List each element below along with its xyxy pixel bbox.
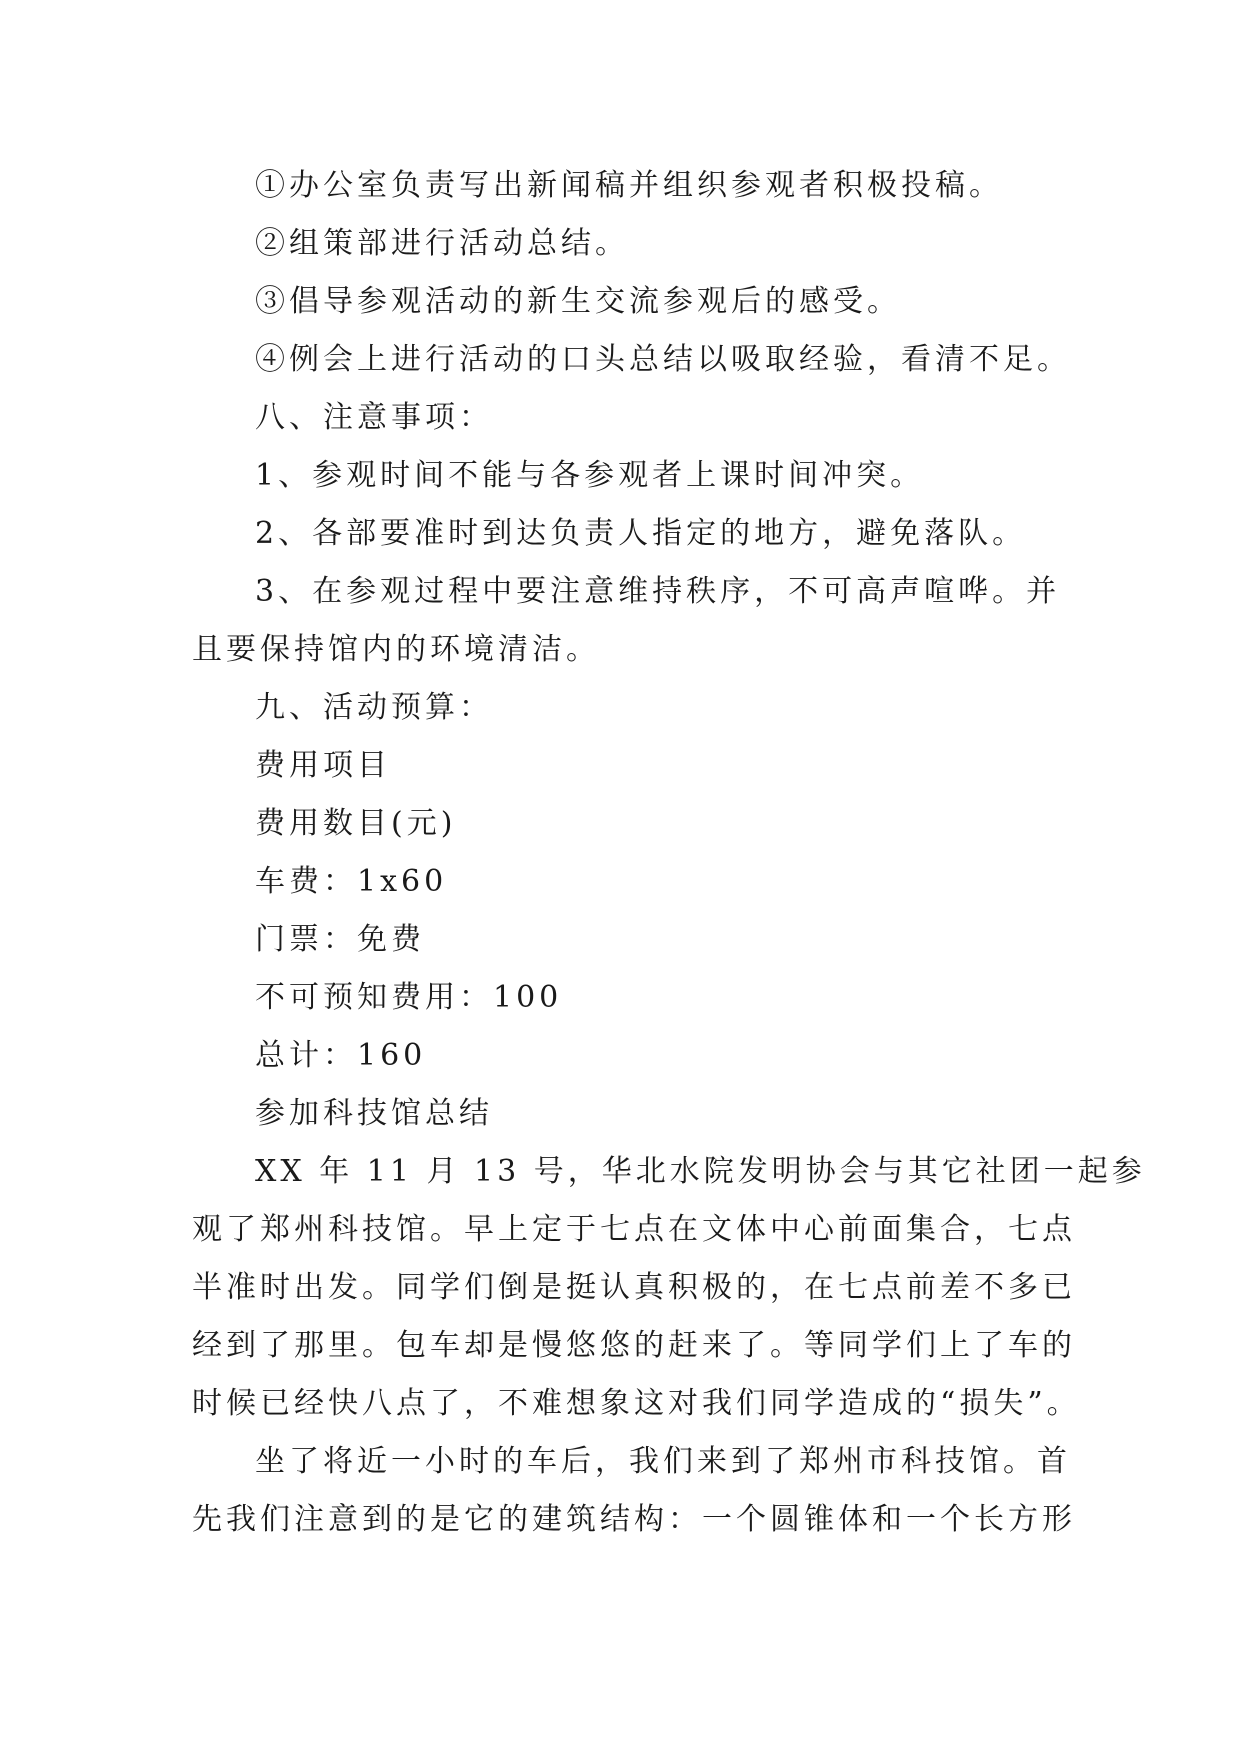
section-heading: 八、注意事项：: [255, 400, 493, 435]
paragraph-line: ④例会上进行活动的口头总结以吸取经验，看清不足。: [255, 342, 1071, 377]
paragraph-line: 先我们注意到的是它的建筑结构：一个圆锥体和一个长方形: [192, 1502, 1076, 1537]
budget-line: 总计：160: [255, 1038, 427, 1073]
list-item: 2、各部要准时到达负责人指定的地方，避免落队。: [255, 516, 1027, 551]
budget-line: 不可预知费用：100: [255, 980, 563, 1015]
paragraph-line: 坐了将近一小时的车后，我们来到了郑州市科技馆。首: [255, 1444, 1071, 1479]
paragraph-line: 半准时出发。同学们倒是挺认真积极的，在七点前差不多已: [192, 1270, 1076, 1305]
paragraph-line: 经到了那里。包车却是慢悠悠的赶来了。等同学们上了车的: [192, 1328, 1076, 1363]
paragraph-line: ②组策部进行活动总结。: [255, 226, 629, 261]
list-item: 1、参观时间不能与各参观者上课时间冲突。: [255, 458, 925, 493]
paragraph-line: XX 年 11 月 13 号，华北水院发明协会与其它社团一起参: [255, 1154, 1146, 1189]
budget-line: 费用数目(元): [255, 806, 457, 841]
paragraph-line: ③倡导参观活动的新生交流参观后的感受。: [255, 284, 901, 319]
paragraph-line: 观了郑州科技馆。早上定于七点在文体中心前面集合，七点: [192, 1212, 1076, 1247]
paragraph-line: ①办公室负责写出新闻稿并组织参观者积极投稿。: [255, 168, 1003, 203]
paragraph-line: 且要保持馆内的环境清洁。: [192, 632, 600, 667]
budget-line: 车费：1x60: [255, 864, 448, 899]
paragraph-line: 时候已经快八点了，不难想象这对我们同学造成的“损失”。: [192, 1386, 1081, 1421]
budget-line: 费用项目: [255, 748, 391, 783]
section-heading: 九、活动预算：: [255, 690, 493, 725]
budget-line: 门票：免费: [255, 922, 425, 957]
section-title: 参加科技馆总结: [255, 1096, 493, 1131]
list-item: 3、在参观过程中要注意维持秩序，不可高声喧哗。并: [255, 574, 1061, 609]
